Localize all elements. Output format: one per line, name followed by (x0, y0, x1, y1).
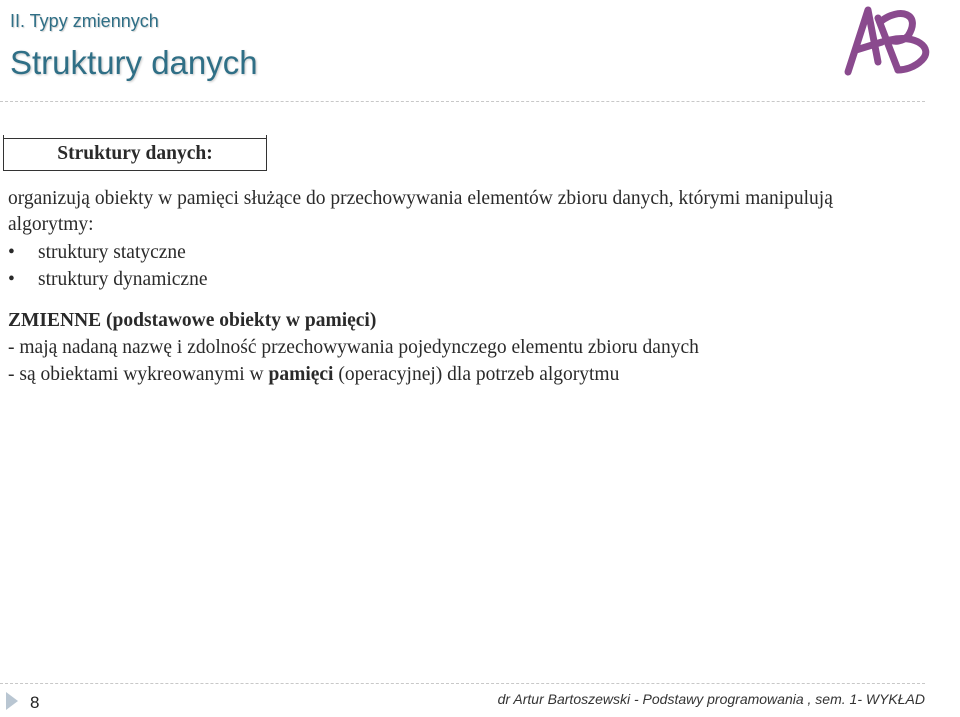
variables-heading: ZMIENNE (podstawowe obiekty w pamięci) (8, 310, 377, 331)
variables-line-1: - mają nadaną nazwę i zdolność przechowywania pojedynczego elementu zbioru danych (8, 337, 699, 358)
bullet-icon: • (8, 269, 15, 290)
bullet-icon: • (8, 242, 15, 263)
variables-line-2-end: (operacyjnej) dla potrzeb algorytmu (333, 364, 620, 385)
variables-line-2 (8, 362, 619, 387)
ab-logo (838, 0, 938, 84)
variables-line-2-bold: pamięci (268, 364, 334, 385)
footer-author-text: dr Artur Bartoszewski - Podstawy programowania , sem. 1- WYKŁAD (497, 691, 925, 707)
bullet-item (8, 240, 186, 265)
header-divider (0, 101, 925, 102)
bullet-text: struktury statyczne (38, 242, 186, 263)
bullet-item (8, 267, 208, 292)
variables-line-2-start: - są obiektami wykreowanymi w (8, 364, 269, 385)
structures-heading-box: Struktury danych: (3, 138, 267, 171)
slide-subtitle: II. Typy zmiennych (10, 11, 159, 31)
definition-line-1: organizują obiekty w pamięci służące do przechowywania elementów zbioru danych, którymi manipulują (8, 188, 833, 209)
footer-divider (0, 683, 925, 684)
page-number: 8 (30, 693, 40, 712)
bullet-text: struktury dynamiczne (38, 269, 208, 290)
definition-line-2: algorytmy: (8, 214, 94, 235)
triangle-right-icon (5, 690, 19, 712)
slide-title: Struktury danych (10, 44, 258, 81)
